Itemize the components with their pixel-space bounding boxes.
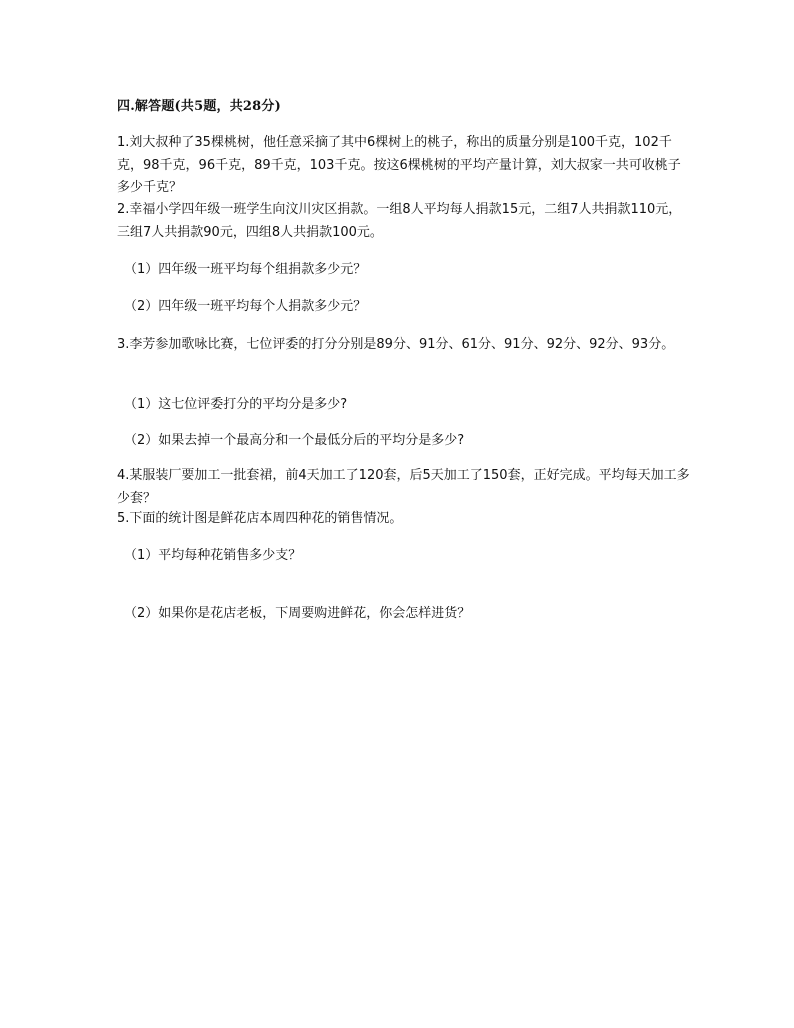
section-title: 四.解答题(共5题，共28分): [117, 99, 281, 114]
question-2-part-1: （1）四年级一班平均每个组捐款多少元？: [124, 262, 367, 277]
question-5-part-1: （1）平均每种花销售多少支？: [124, 548, 302, 563]
question-2-part-2: （2）四年级一班平均每个人捐款多少元？: [124, 299, 367, 314]
question-5-part-2: （2）如果你是花店老板，下周要购进鲜花，你会怎样进货？: [124, 606, 471, 621]
question-5-text: 5.下面的统计图是鲜花店本周四种花的销售情况。: [117, 511, 403, 526]
question-4-text: 4.某服装厂要加工一批套裙，前4天加工了120套，后5天加工了150套，正好完成。平均每天加工多少套？: [117, 468, 690, 506]
question-3-part-1: （1）这七位评委打分的平均分是多少?: [124, 397, 348, 412]
question-3-part-2: （2）如果去掉一个最高分和一个最低分后的平均分是多少?: [124, 433, 465, 448]
question-2-text: 2.幸福小学四年级一班学生向汶川灾区捐款。一组8人平均每人捐款15元，二组7人共捐款110元，三组7人共捐款90元，四组8人共捐款100元。: [117, 202, 682, 240]
question-3-text: 3.李芳参加歌咏比赛，七位评委的打分分别是89分、91分、61分、91分、92分、92分、93分。: [117, 337, 675, 352]
question-1-text: 1.刘大叔种了35棵桃树，他任意采摘了其中6棵树上的桃子，称出的质量分别是100千克，102千克，98千克，96千克，89千克，103千克。按这6棵桃树的平均产量计算，刘大叔家一共可收桃子多少千克？: [117, 135, 681, 195]
